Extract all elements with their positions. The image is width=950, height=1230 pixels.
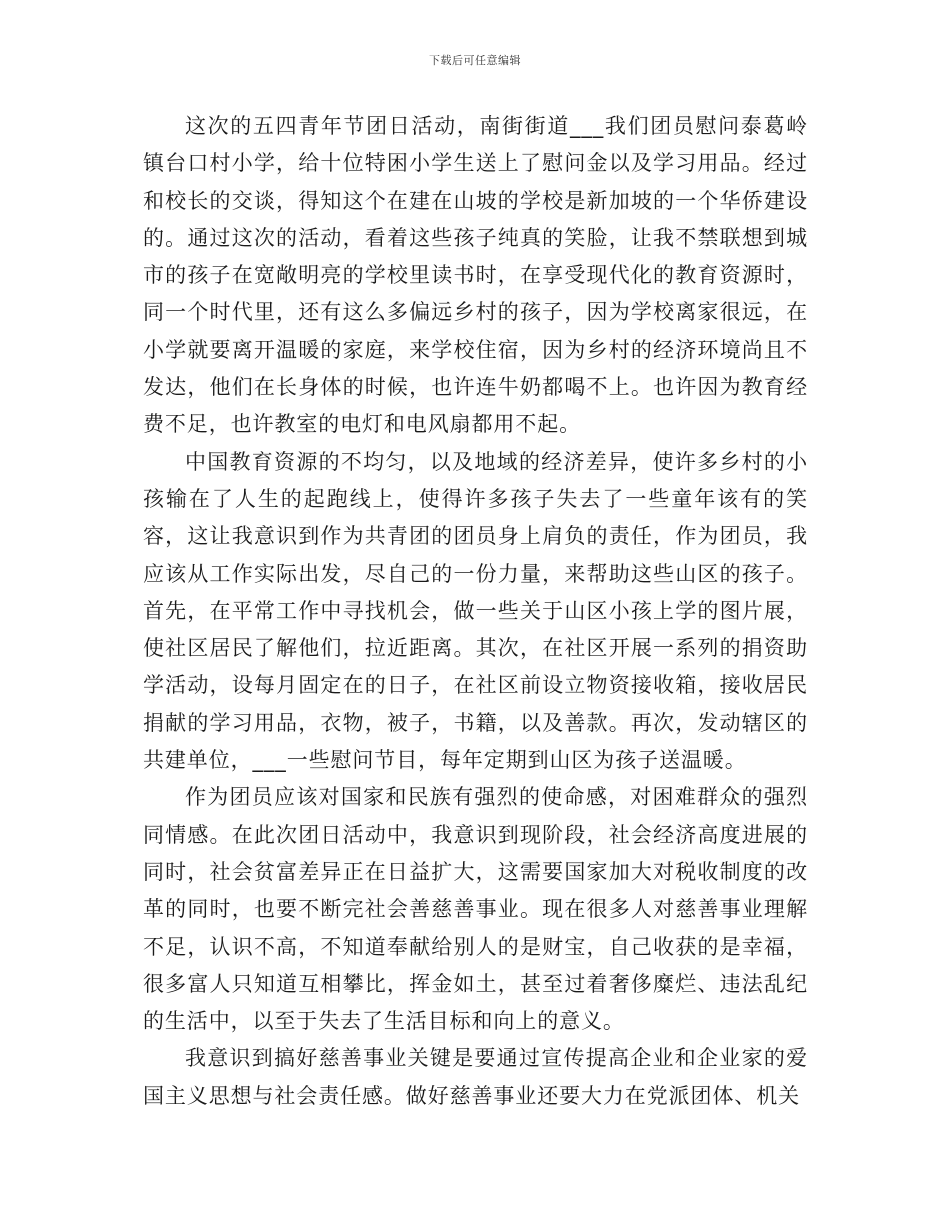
paragraph-3: 作为团员应该对国家和民族有强烈的使命感，对困难群众的强烈同情感。在此次团日活动中，我意识到现阶段，社会经济高度进展的同时，社会贫富差异正在日益扩大，这需要国家加大对税收制度的改革的同时，也要不断完社会善慈善事业。现在很多人对慈善事业理解不足，认识不高，不知道奉献给别人的是财宝，自己收获的是幸福，很多富人只知道互相攀比，挥金如土，甚至过着奢侈糜烂、违法乱纪的生活中，以至于失去了生活目标和向上的意义。	[143, 785, 808, 1034]
document-body	[143, 108, 808, 1115]
paragraph-2: 中国教育资源的不均匀，以及地域的经济差异，使许多乡村的小孩输在了人生的起跑线上，使得许多孩子失去了一些童年该有的笑容，这让我意识到作为共青团的团员身上肩负的责任，作为团员，我应该从工作实际出发，尽自己的一份力量，来帮助这些山区的孩子。首先，在平常工作中寻找机会，做一些关于山区小孩上学的图片展，使社区居民了解他们，拉近距离。其次，在社区开展一系列的捐资助学活动，设每月固定在的日子，在社区前设立物资接收箱，接收居民捐献的学习用品，衣物，被子，书籍，以及善款。再次，发动辖区的共建单位，___一些慰问节目，每年定期到山区为孩子送温暖。	[143, 449, 808, 773]
paragraph-1: 这次的五四青年节团日活动，南街街道___我们团员慰问泰葛岭镇台口村小学，给十位特困小学生送上了慰问金以及学习用品。经过和校长的交谈，得知这个在建在山坡的学校是新加坡的一个华侨建设的。通过这次的活动，看着这些孩子纯真的笑脸，让我不禁联想到城市的孩子在宽敞明亮的学校里读书时，在享受现代化的教育资源时，同一个时代里，还有这么多偏远乡村的孩子，因为学校离家很远，在小学就要离开温暖的家庭，来学校住宿，因为乡村的经济环境尚且不发达，他们在长身体的时候，也许连牛奶都喝不上。也许因为教育经费不足，也许教室的电灯和电风扇都用不起。	[143, 114, 808, 437]
paragraph-4: 我意识到搞好慈善事业关键是要通过宣传提高企业和企业家的爱国主义思想与社会责任感。做好慈善事业还要大力在党派团体、机关	[143, 1046, 808, 1108]
page-header: 下载后可任意编辑	[429, 54, 521, 67]
